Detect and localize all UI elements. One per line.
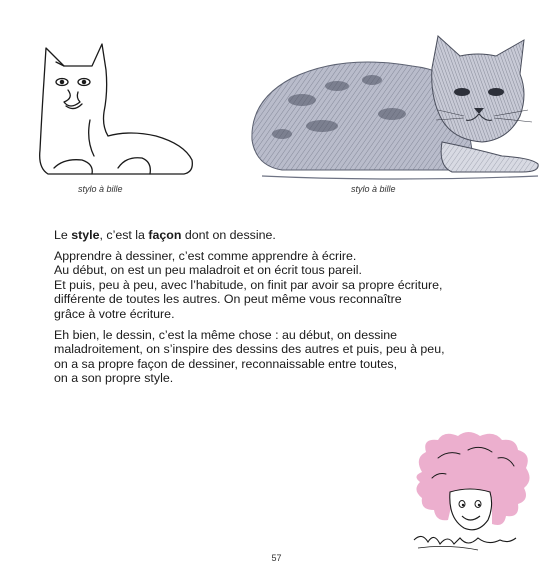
text-line: Eh bien, le dessin, c’est la même chose : au début, on dessine [54, 327, 398, 342]
text-line: maladroitement, on s’inspire des dessins des autres et puis, peu à peu, [54, 342, 445, 357]
text-line: grâce à votre écriture. [54, 306, 175, 321]
paragraph-learning-to-draw [54, 249, 514, 322]
text-segment: , c’est la [99, 228, 149, 242]
paragraph-own-style [54, 328, 514, 386]
girl-doodle-illustration [408, 428, 536, 554]
text-line: différente de toutes les autres. On peut même vous reconnaître [54, 292, 402, 307]
text-segment: Le [54, 228, 72, 242]
simple-cat-drawing [34, 40, 202, 180]
text-line: on a sa propre façon de dessiner, reconnaissable entre toutes, [54, 356, 398, 371]
page-number: 57 [271, 553, 282, 563]
body-text [54, 228, 514, 392]
bold-word-facon: façon [148, 228, 182, 242]
text-line: Et puis, peu à peu, avec l’habitude, on finit par avoir sa propre écriture, [54, 277, 443, 292]
right-figure-caption: stylo à bille [351, 184, 396, 194]
text-segment: dont on dessine. [181, 228, 276, 242]
text-line: Au début, on est un peu maladroit et on écrit tous pareil. [54, 263, 362, 278]
left-figure-caption: stylo à bille [78, 184, 123, 194]
text-line: on a son propre style. [54, 371, 174, 386]
bold-word-style: style [71, 228, 100, 242]
text-line: Apprendre à dessiner, c’est comme apprendre à écrire. [54, 248, 357, 263]
realistic-cat-drawing [242, 30, 544, 188]
paragraph-style-definition [54, 228, 514, 243]
